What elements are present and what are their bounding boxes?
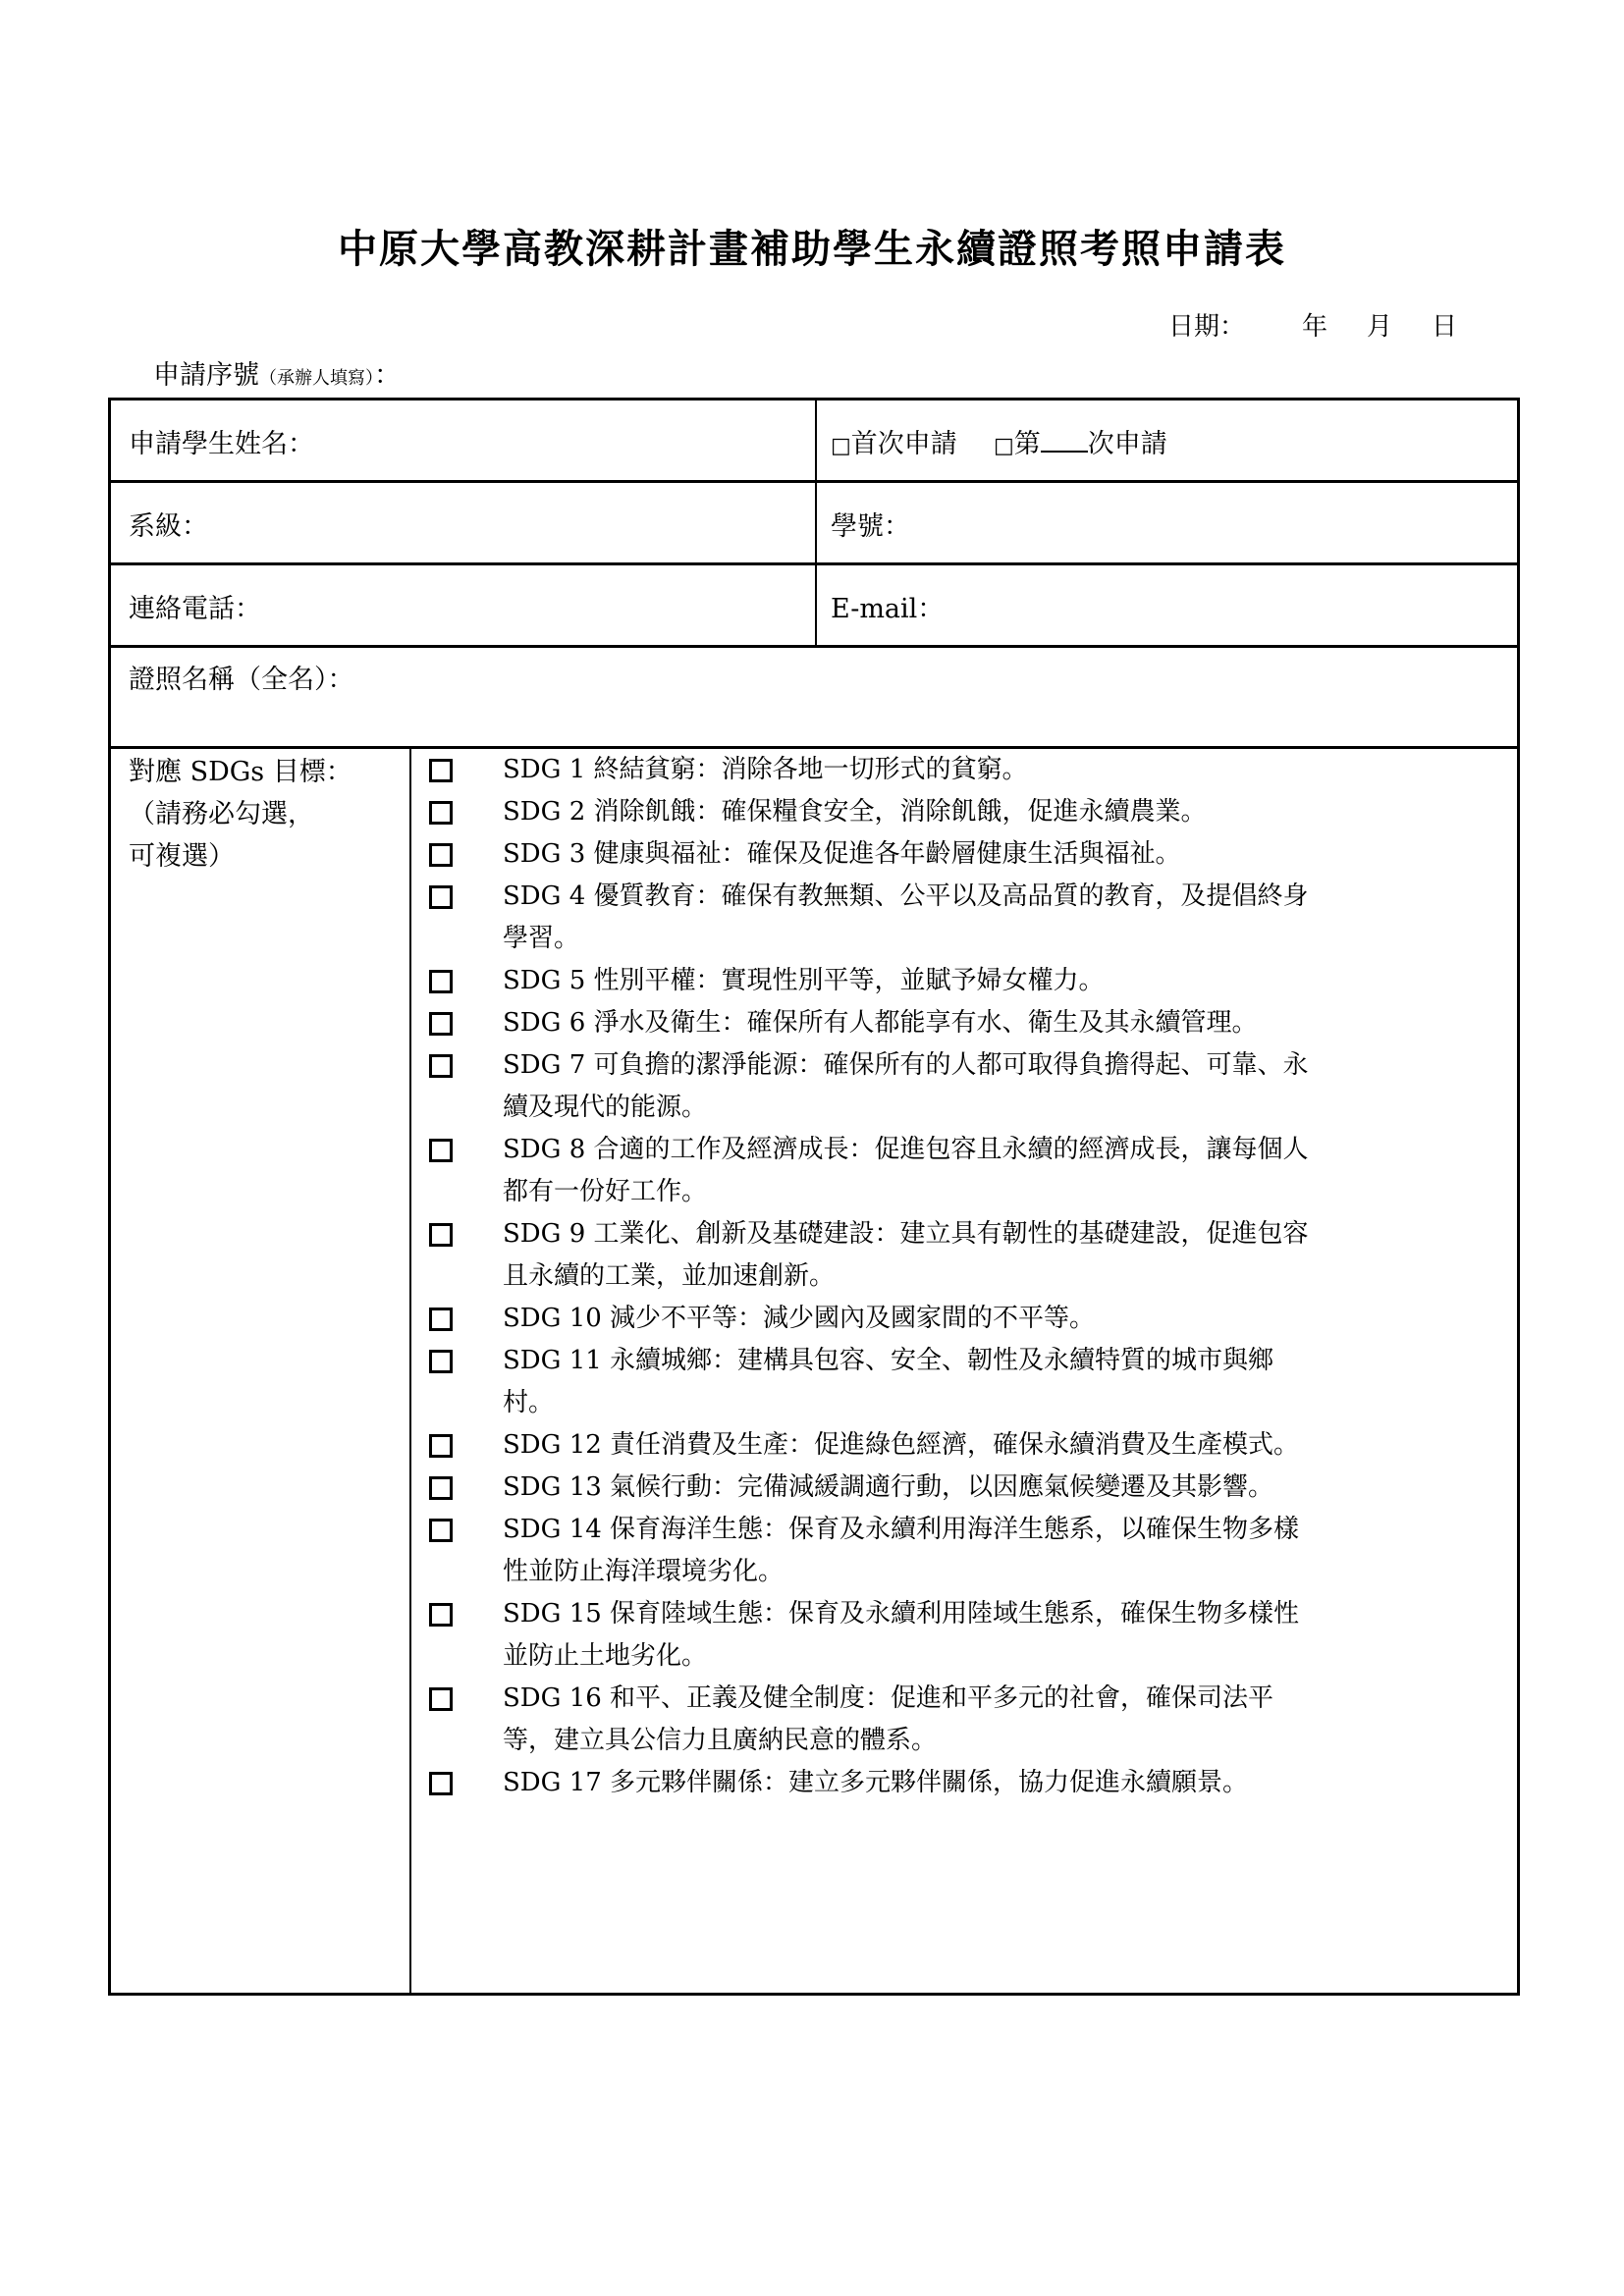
sdg-checkbox[interactable] xyxy=(429,1350,453,1373)
date-month: 月 xyxy=(1367,312,1393,342)
first-application-label: 首次申請 xyxy=(850,429,957,459)
sdg-item-text: SDG 9 工業化、創新及基礎建設：建立具有韌性的基礎建設，促進包容 且永續的工業，並加速創新。 xyxy=(503,1219,1309,1291)
serial-note: （承辦人填寫） xyxy=(259,368,374,389)
sdg-item[interactable] xyxy=(429,1340,1509,1424)
sdg-item-text: SDG 15 保育陸域生態：保育及永續利用陸域生態系，確保生物多樣性 並防止土地劣化。 xyxy=(503,1599,1300,1671)
sdg-item[interactable] xyxy=(429,749,1509,791)
column-divider xyxy=(409,747,411,1996)
sdg-checklist xyxy=(429,749,1509,1804)
sdg-item[interactable] xyxy=(429,1509,1509,1593)
sdg-item[interactable] xyxy=(429,876,1509,960)
row-divider xyxy=(111,480,1517,483)
serial-label: 申請序號 xyxy=(153,360,259,391)
department-label: 系級： xyxy=(129,511,208,542)
sdg-item-text: SDG 6 淨水及衛生：確保所有人都能享有水、衛生及其永續管理。 xyxy=(503,1008,1258,1038)
sdg-item-text: SDG 2 消除飢餓：確保糧食安全，消除飢餓，促進永續農業。 xyxy=(503,797,1207,827)
application-type xyxy=(831,422,1167,460)
sdg-item[interactable] xyxy=(429,1213,1509,1298)
sdg-checkbox[interactable] xyxy=(429,1603,453,1627)
sdg-item[interactable] xyxy=(429,1298,1509,1340)
application-form-table xyxy=(108,398,1520,1996)
first-application-checkbox[interactable]: □ xyxy=(831,434,851,458)
nth-application-checkbox[interactable]: □ xyxy=(993,434,1014,458)
sdg-item-text: SDG 3 健康與福祉：確保及促進各年齡層健康生活與福祉。 xyxy=(503,839,1181,869)
email-label: E-mail： xyxy=(831,594,945,624)
row-divider xyxy=(111,645,1517,648)
phone-field[interactable] xyxy=(129,587,261,625)
student-id-label: 學號： xyxy=(831,511,910,542)
sdg-item-text: SDG 17 多元夥伴關係：建立多元夥伴關係，協力促進永續願景。 xyxy=(503,1768,1249,1797)
date-day: 日 xyxy=(1432,312,1458,342)
student-name-label: 申請學生姓名： xyxy=(129,429,314,459)
date-line xyxy=(1168,306,1457,343)
nth-application-suffix: 次申請 xyxy=(1087,429,1167,459)
sdg-item[interactable] xyxy=(429,960,1509,1002)
sdg-item-text: SDG 4 優質教育：確保有教無類、公平以及高品質的教育，及提倡終身 學習。 xyxy=(503,881,1309,953)
sdg-checkbox[interactable] xyxy=(429,970,453,993)
sdg-item[interactable] xyxy=(429,1593,1509,1678)
sdg-checkbox[interactable] xyxy=(429,1476,453,1500)
sdg-checkbox[interactable] xyxy=(429,1434,453,1458)
sdg-item[interactable] xyxy=(429,1467,1509,1509)
phone-label: 連絡電話： xyxy=(129,594,261,624)
student-name-field[interactable] xyxy=(129,422,314,460)
sdg-item[interactable] xyxy=(429,1044,1509,1129)
date-label: 日期： xyxy=(1168,312,1246,342)
sdg-item-text: SDG 11 永續城鄉：建構具包容、安全、韌性及永續特質的城市與鄉 村。 xyxy=(503,1346,1274,1417)
sdg-checkbox[interactable] xyxy=(429,885,453,909)
sdg-checkbox[interactable] xyxy=(429,1308,453,1331)
sdg-checkbox[interactable] xyxy=(429,1687,453,1711)
email-field[interactable] xyxy=(831,587,944,625)
department-field[interactable] xyxy=(129,505,208,543)
sdg-checkbox[interactable] xyxy=(429,759,453,782)
sdg-checkbox[interactable] xyxy=(429,1223,453,1247)
sdg-checkbox[interactable] xyxy=(429,1054,453,1078)
sdg-item[interactable] xyxy=(429,1762,1509,1804)
sdg-item-text: SDG 16 和平、正義及健全制度：促進和平多元的社會，確保司法平 等，建立具公信力且廣納民意的體系。 xyxy=(503,1683,1274,1755)
form-title: 中原大學高教深耕計畫補助學生永續證照考照申請表 xyxy=(338,227,1286,272)
sdg-item-text: SDG 1 終結貧窮：消除各地一切形式的貧窮。 xyxy=(503,755,1028,784)
sdg-item[interactable] xyxy=(429,1129,1509,1213)
nth-application-prefix: 第 xyxy=(1013,429,1041,459)
sdg-checkbox[interactable] xyxy=(429,1139,453,1162)
sdg-checkbox[interactable] xyxy=(429,801,453,825)
sdg-item-text: SDG 7 可負擔的潔淨能源：確保所有的人都可取得負擔得起、可靠、永 續及現代的能源。 xyxy=(503,1050,1309,1122)
sdg-item-text: SDG 12 責任消費及生產：促進綠色經濟，確保永續消費及生產模式。 xyxy=(503,1430,1300,1460)
sdg-item-text: SDG 14 保育海洋生態：保育及永續利用海洋生態系，以確保生物多樣 性並防止海洋環境劣化。 xyxy=(503,1515,1300,1586)
sdg-item[interactable] xyxy=(429,1424,1509,1467)
serial-colon: ： xyxy=(374,360,401,391)
date-year: 年 xyxy=(1302,312,1328,342)
sdg-item[interactable] xyxy=(429,1002,1509,1044)
nth-application-blank[interactable] xyxy=(1041,427,1088,453)
sdg-item-text: SDG 5 性別平權：實現性別平等，並賦予婦女權力。 xyxy=(503,966,1105,995)
sdg-checkbox[interactable] xyxy=(429,1772,453,1795)
student-id-field[interactable] xyxy=(831,505,910,543)
sdg-item-text: SDG 10 減少不平等：減少國內及國家間的不平等。 xyxy=(503,1304,1096,1333)
sdg-item[interactable] xyxy=(429,1678,1509,1762)
sdg-heading: 對應 SDGs 目標： （請務必勾選， 可複選） xyxy=(129,757,352,872)
certificate-name-label: 證照名稱（全名）： xyxy=(129,665,354,695)
sdg-item[interactable] xyxy=(429,833,1509,876)
column-divider xyxy=(815,400,817,646)
serial-number-line xyxy=(153,353,401,392)
sdg-checkbox[interactable] xyxy=(429,1012,453,1036)
sdg-item-text: SDG 8 合適的工作及經濟成長：促進包容且永續的經濟成長，讓每個人 都有一份好工作。 xyxy=(503,1135,1309,1206)
sdg-checkbox[interactable] xyxy=(429,1519,453,1542)
sdg-checkbox[interactable] xyxy=(429,843,453,867)
row-divider xyxy=(111,562,1517,565)
sdg-item[interactable] xyxy=(429,791,1509,833)
sdg-item-text: SDG 13 氣候行動：完備減緩調適行動，以因應氣候變遷及其影響。 xyxy=(503,1472,1274,1502)
certificate-name-field[interactable] xyxy=(129,658,354,696)
